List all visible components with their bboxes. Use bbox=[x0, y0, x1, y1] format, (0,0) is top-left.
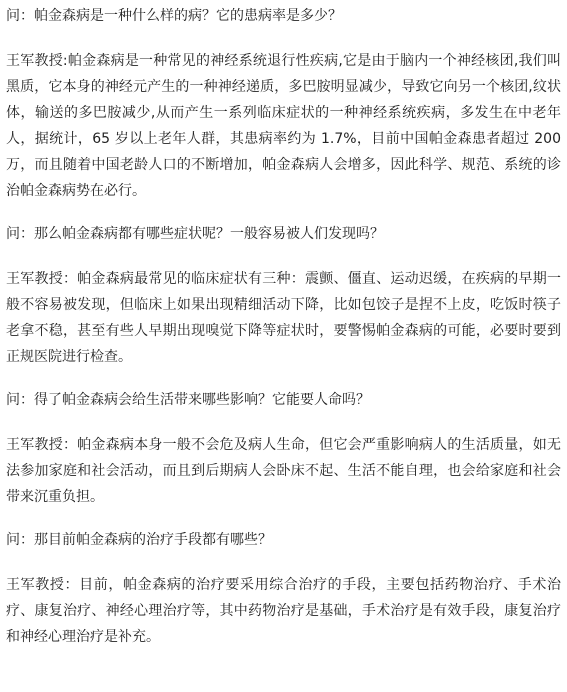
answer-text: 王军教授：帕金森病最常见的临床症状有三种：震颤、僵直、运动迟缓，在疾病的早期一般不容易被发现，但临床上如果出现精细活动下降，比如包饺子是捏不上皮，吃饭时筷子老拿不稳，甚至有些人早期出现嗅觉下降等症状时，要警惕帕金森病的可能，必要时要到正规医院进行检查。 bbox=[6, 271, 561, 365]
qa-section-3 bbox=[6, 390, 561, 530]
qa-section-1 bbox=[6, 6, 561, 224]
paragraph-gap bbox=[6, 370, 561, 390]
qa-section-2 bbox=[6, 224, 561, 390]
answer-text: 王军教授：帕金森病本身一般不会危及病人生命，但它会严重影响病人的生活质量，如无法参加家庭和社会活动，而且到后期病人会卧床不起、生活不能自理，也会给家庭和社会带来沉重负担。 bbox=[6, 437, 561, 505]
paragraph-gap bbox=[6, 550, 561, 572]
question-text: 问：那么帕金森病都有哪些症状呢？一般容易被人们发现吗？ bbox=[6, 226, 384, 242]
answer-text: 王军教授：目前，帕金森病的治疗要采用综合治疗的手段，主要包括药物治疗、手术治疗、康复治疗、神经心理治疗等，其中药物治疗是基础，手术治疗是有效手段，康复治疗和神经心理治疗是补充。 bbox=[6, 577, 561, 645]
question-text: 问：得了帕金森病会给生活带来哪些影响？它能要人命吗？ bbox=[6, 392, 370, 408]
paragraph-gap bbox=[6, 410, 561, 432]
question-text: 问：那目前帕金森病的治疗手段都有哪些？ bbox=[6, 532, 272, 548]
paragraph-gap bbox=[6, 26, 561, 48]
paragraph-gap bbox=[6, 244, 561, 266]
answer-text: 王军教授:帕金森病是一种常见的神经系统退行性疾病,它是由于脑内一个神经核团,我们叫黑质，它本身的神经元产生的一种神经递质，多巴胺明显减少，导致它向另一个核团,纹状体，输送的多巴胺减少,从而产生一系列临床症状的一种神经系统疾病，多发生在中老年人，据统计，65 岁以上老年人群，其患病率约为 1.7%，目前中国帕金森患者超过 200 万，而且随着中国老龄人口的不断增加，帕金森病人会增多，因此科学、规范、系统的诊治帕金森病势在必行。 bbox=[6, 53, 561, 199]
paragraph-gap bbox=[6, 510, 561, 530]
question-text: 问：帕金森病是一种什么样的病？它的患病率是多少？ bbox=[6, 8, 342, 24]
paragraph-gap bbox=[6, 204, 561, 224]
qa-section-4 bbox=[6, 530, 561, 650]
